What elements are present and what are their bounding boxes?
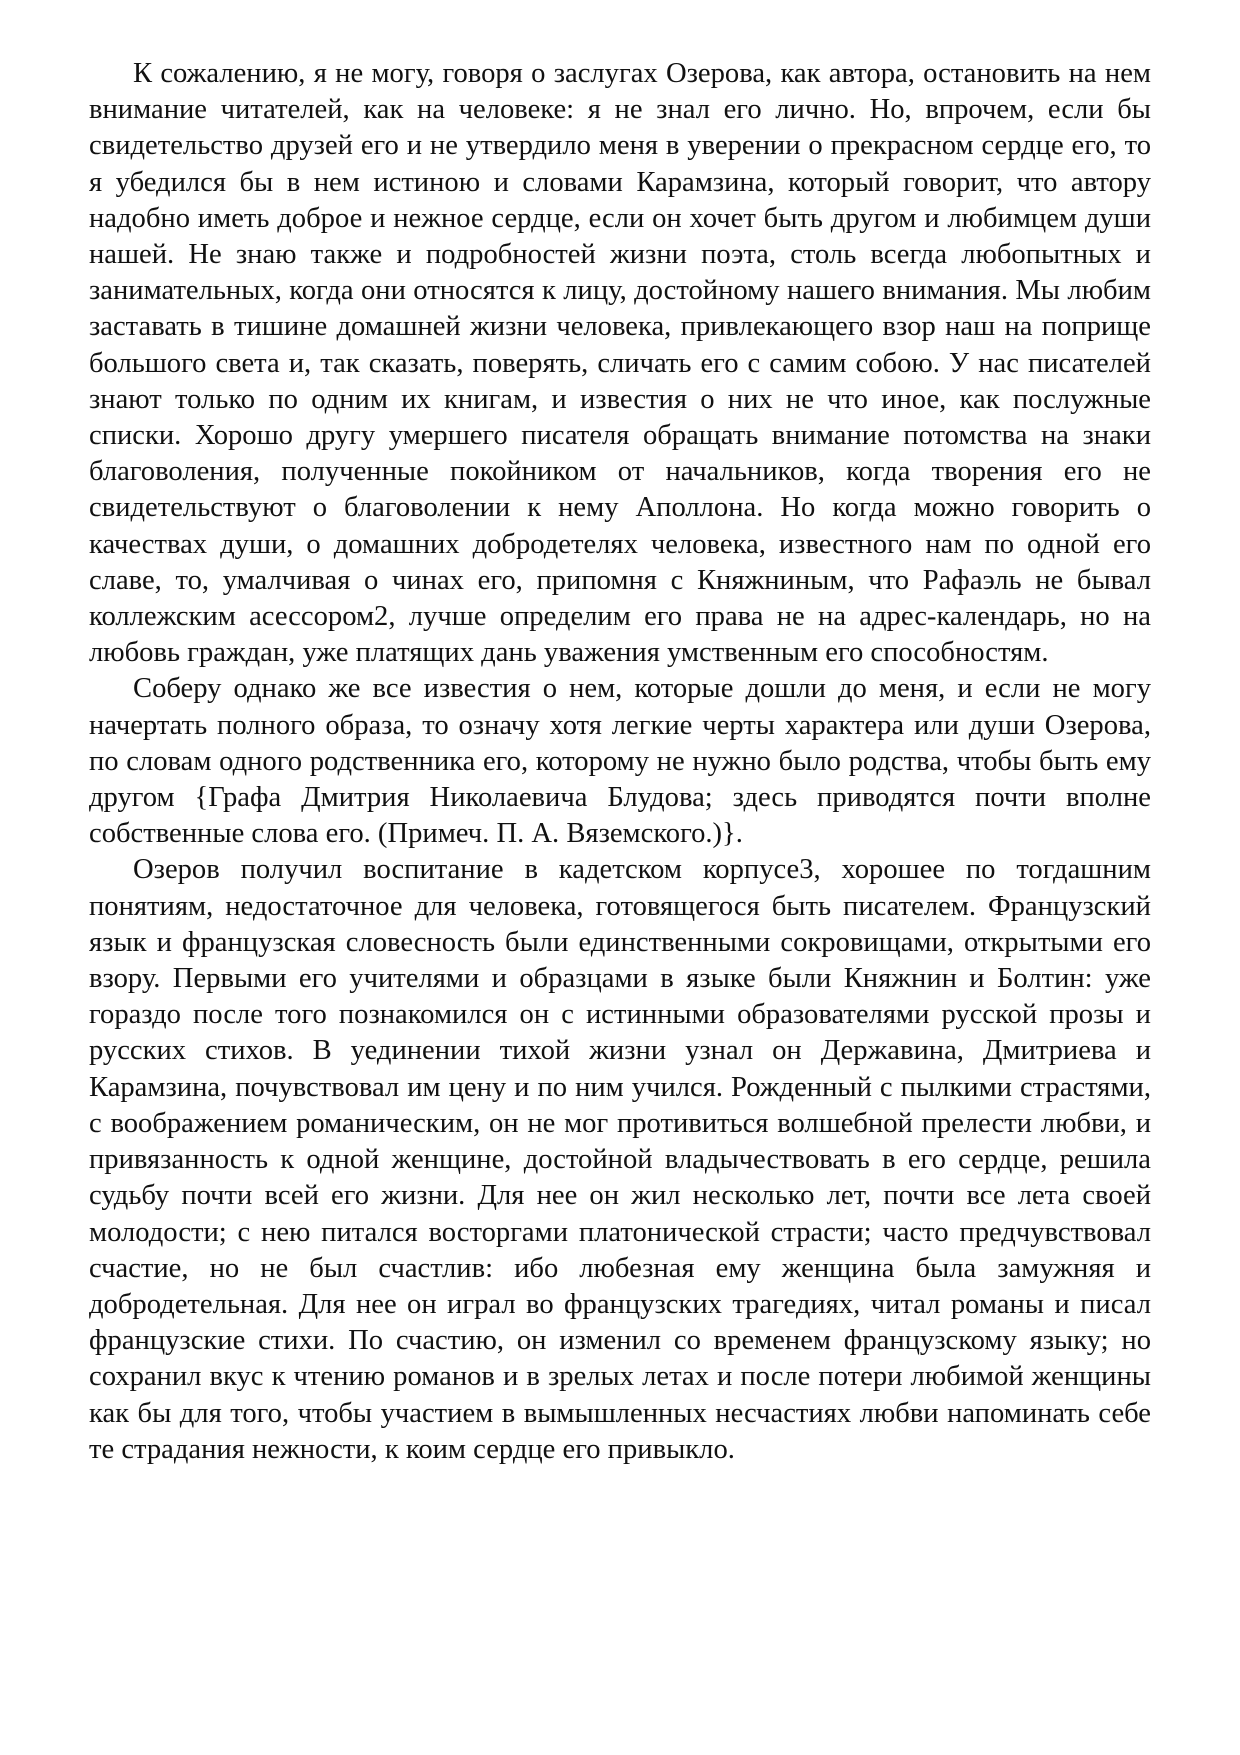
paragraph-1: К сожалению, я не могу, говоря о заслугах Озерова, как автора, остановить на нем внимание читателей, как на человеке: я не знал его лично. Но, впрочем, если бы свидетельство друзей его и не утвердило меня в уверении о прекрасном сердце его, то я убедился бы в нем истиною и словами Карамзина, который говорит, что автору надобно иметь доброе и нежное сердце, если он хочет быть другом и любимцем души нашей. Не знаю также и подробностей жизни поэта, столь всегда любопытных и занимательных, когда они относятся к лицу, достойному нашего внимания. Мы любим заставать в тишине домашней жизни человека, привлекающего взор наш на поприще большого света и, так сказать, поверять, сличать его с самим собою. У нас писателей знают только по одним их книгам, и известия о них не что иное, как послужные списки. Хорошо другу умершего писателя обращать внимание потомства на знаки благоволения, полученные покойником от начальников, когда творения его не свидетельствуют о благоволении к нему Аполлона. Но когда можно говорить о качествах души, о домашних добродетелях человека, известного нам по одной его славе, то, умалчивая о чинах его, припомня с Княжниным, что Рафаэль не бывал коллежским асессором2, лучше определим его права не на адрес-календарь, но на любовь граждан, уже платящих дань уважения умственным его способностям. bbox=[89, 58, 1151, 669]
paragraph-2: Соберу однако же все известия о нем, которые дошли до меня, и если не могу начертать полного образа, то означу хотя легкие черты характера или души Озерова, по словам одного родственника его, которому не нужно было родства, чтобы быть ему другом {Графа Дмитрия Николаевича Блудова; здесь приводятся почти вполне собственные слова его. (Примеч. П. А. Вяземского.)}. bbox=[89, 673, 1151, 850]
paragraph-3: Озеров получил воспитание в кадетском корпусе3, хорошее по тогдашним понятиям, недостаточное для человека, готовящегося быть писателем. Французский язык и французская словесность были единственными сокровищами, открытыми его взору. Первыми его учителями и образцами в языке были Княжнин и Болтин: уже гораздо после того познакомился он с истинными образователями русской прозы и русских стихов. В уединении тихой жизни узнал он Державина, Дмитриева и Карамзина, почувствовал им цену и по ним учился. Рожденный с пылкими страстями, с воображением романическим, он не мог противиться волшебной прелести любви, и привязанность к одной женщине, достойной владычествовать в его сердце, решила судьбу почти всей его жизни. Для нее он жил несколько лет, почти все лета своей молодости; с нею питался восторгами платонической страсти; часто предчувствовал счастие, но не был счастлив: ибо любезная ему женщина была замужняя и добродетельная. Для нее он играл во французских трагедиях, читал романы и писал французские стихи. По счастию, он изменил со временем французскому языку; но сохранил вкус к чтению романов и в зрелых летах и после потери любимой женщины как бы для того, чтобы участием в вымышленных несчастиях любви напоминать себе те страдания нежности, к коим сердце его привыкло. bbox=[89, 854, 1151, 1465]
document-page bbox=[89, 56, 1151, 1468]
